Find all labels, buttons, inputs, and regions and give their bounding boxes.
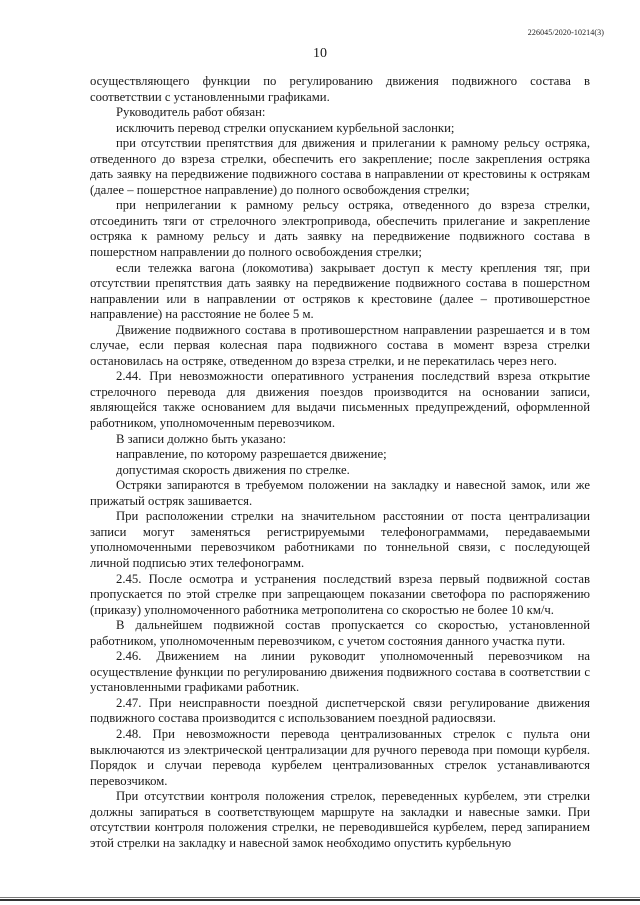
- paragraph: 2.45. После осмотра и устранения последствий взреза первый подвижной состав пропускается по этой стрелке при запрещающем показании светофора по распоряжению (приказу) уполномоченного работника метрополитена со скоростью не более 10 км/ч.: [90, 571, 590, 617]
- paragraph: 2.46. Движением на линии руководит уполномоченный перевозчиком на осуществление функции по регулированию движения подвижного состава в соответствии с установленными графиками работник.: [90, 649, 590, 695]
- paragraph: В дальнейшем подвижной состав пропускается со скоростью, установленной работником, уполномоченным перевозчиком, с учетом состояния данного участка пути.: [90, 618, 590, 648]
- paragraph: при отсутствии препятствия для движения и прилегании к рамному рельсу остряка, отведенного до взреза стрелки, обеспечить его закрепление; после закрепления остряка дать заявку на передвижение подвижного состава в направлении от крестовины к острякам (далее – пошерстное направление) до полного освобождения стрелки;: [90, 136, 590, 197]
- paragraph: 2.44. При невозможности оперативного устранения последствий взреза открытие стрелочного перевода для движения поездов производится на основании записи, являющейся также основанием для выдачи письменных предупреждений, оформленной работником, уполномоченным перевозчиком.: [90, 369, 590, 431]
- paragraph: Движение подвижного состава в противошерстном направлении разрешается и в том случае, если первая колесная пара подвижного состава в момент взреза стрелки остановилась на остряке, отведенном до взреза стрелки, и не перекатилась через него.: [90, 322, 590, 368]
- paragraph: допустимая скорость движения по стрелке.: [116, 462, 350, 477]
- scan-edge-lines: [0, 891, 640, 905]
- paragraph: Руководитель работ обязан:: [116, 105, 266, 120]
- paragraph: При отсутствии контроля положения стрелок, переведенных курбелем, эти стрелки должны запираться в соответствующем маршруте на закладки и навесные замки. При отсутствии контроля положения стрелки, не переводившейся курбелем, перед запиранием этой стрелки на закладку и навесной замок необходимо опустить курбельную: [90, 789, 590, 850]
- paragraph: осуществляющего функции по регулированию движения подвижного состава в соответствии с установленными графиками.: [90, 74, 590, 104]
- paragraph: при неприлегании к рамному рельсу остряка, отведенного до взреза стрелки, отсоединить тяги от стрелочного электропривода, обеспечить прилегание и закрепление остряка к рамному рельсу и дать заявку на передвижение подвижного состава в пошерстном направлении до полного освобождения стрелки;: [90, 198, 590, 260]
- paragraph: Остряки запираются в требуемом положении на закладку и навесной замок, или же прижатый остряк зашивается.: [90, 478, 590, 508]
- document-body: [90, 74, 590, 851]
- page-number: 10: [313, 46, 327, 61]
- scan-line: [0, 897, 640, 898]
- document-id: 226045/2020-10214(3): [527, 28, 604, 37]
- paragraph: если тележка вагона (локомотива) закрывает доступ к месту крепления тяг, при отсутствии препятствия дать заявку на передвижение подвижного состава в пошерстном направлении или в направлении от остряков к крестовине (далее – противошерстное направление) на расстояние не более 5 м.: [90, 260, 590, 322]
- scan-line: [0, 899, 640, 901]
- paragraph: направление, по которому разрешается движение;: [116, 447, 387, 462]
- paragraph: В записи должно быть указано:: [116, 431, 287, 446]
- paragraph: 2.48. При невозможности перевода централизованных стрелок с пульта они выключаются из электрической централизации для ручного перевода при помощи курбеля. Порядок и случаи перевода курбелем централизованных стрелок устанавливаются перевозчиком.: [90, 726, 590, 788]
- paragraph: 2.47. При неисправности поездной диспетчерской связи регулирование движения подвижного состава производится с использованием поездной радиосвязи.: [90, 695, 590, 726]
- paragraph: исключить перевод стрелки опусканием курбельной заслонки;: [116, 120, 455, 135]
- paragraph: При расположении стрелки на значительном расстоянии от поста централизации записи могут заменяться регистрируемыми телефонограммами, передаваемыми уполномоченными перевозчиком работниками по тоннельной связи, с последующей личной подписью этих телефонограмм.: [90, 509, 590, 570]
